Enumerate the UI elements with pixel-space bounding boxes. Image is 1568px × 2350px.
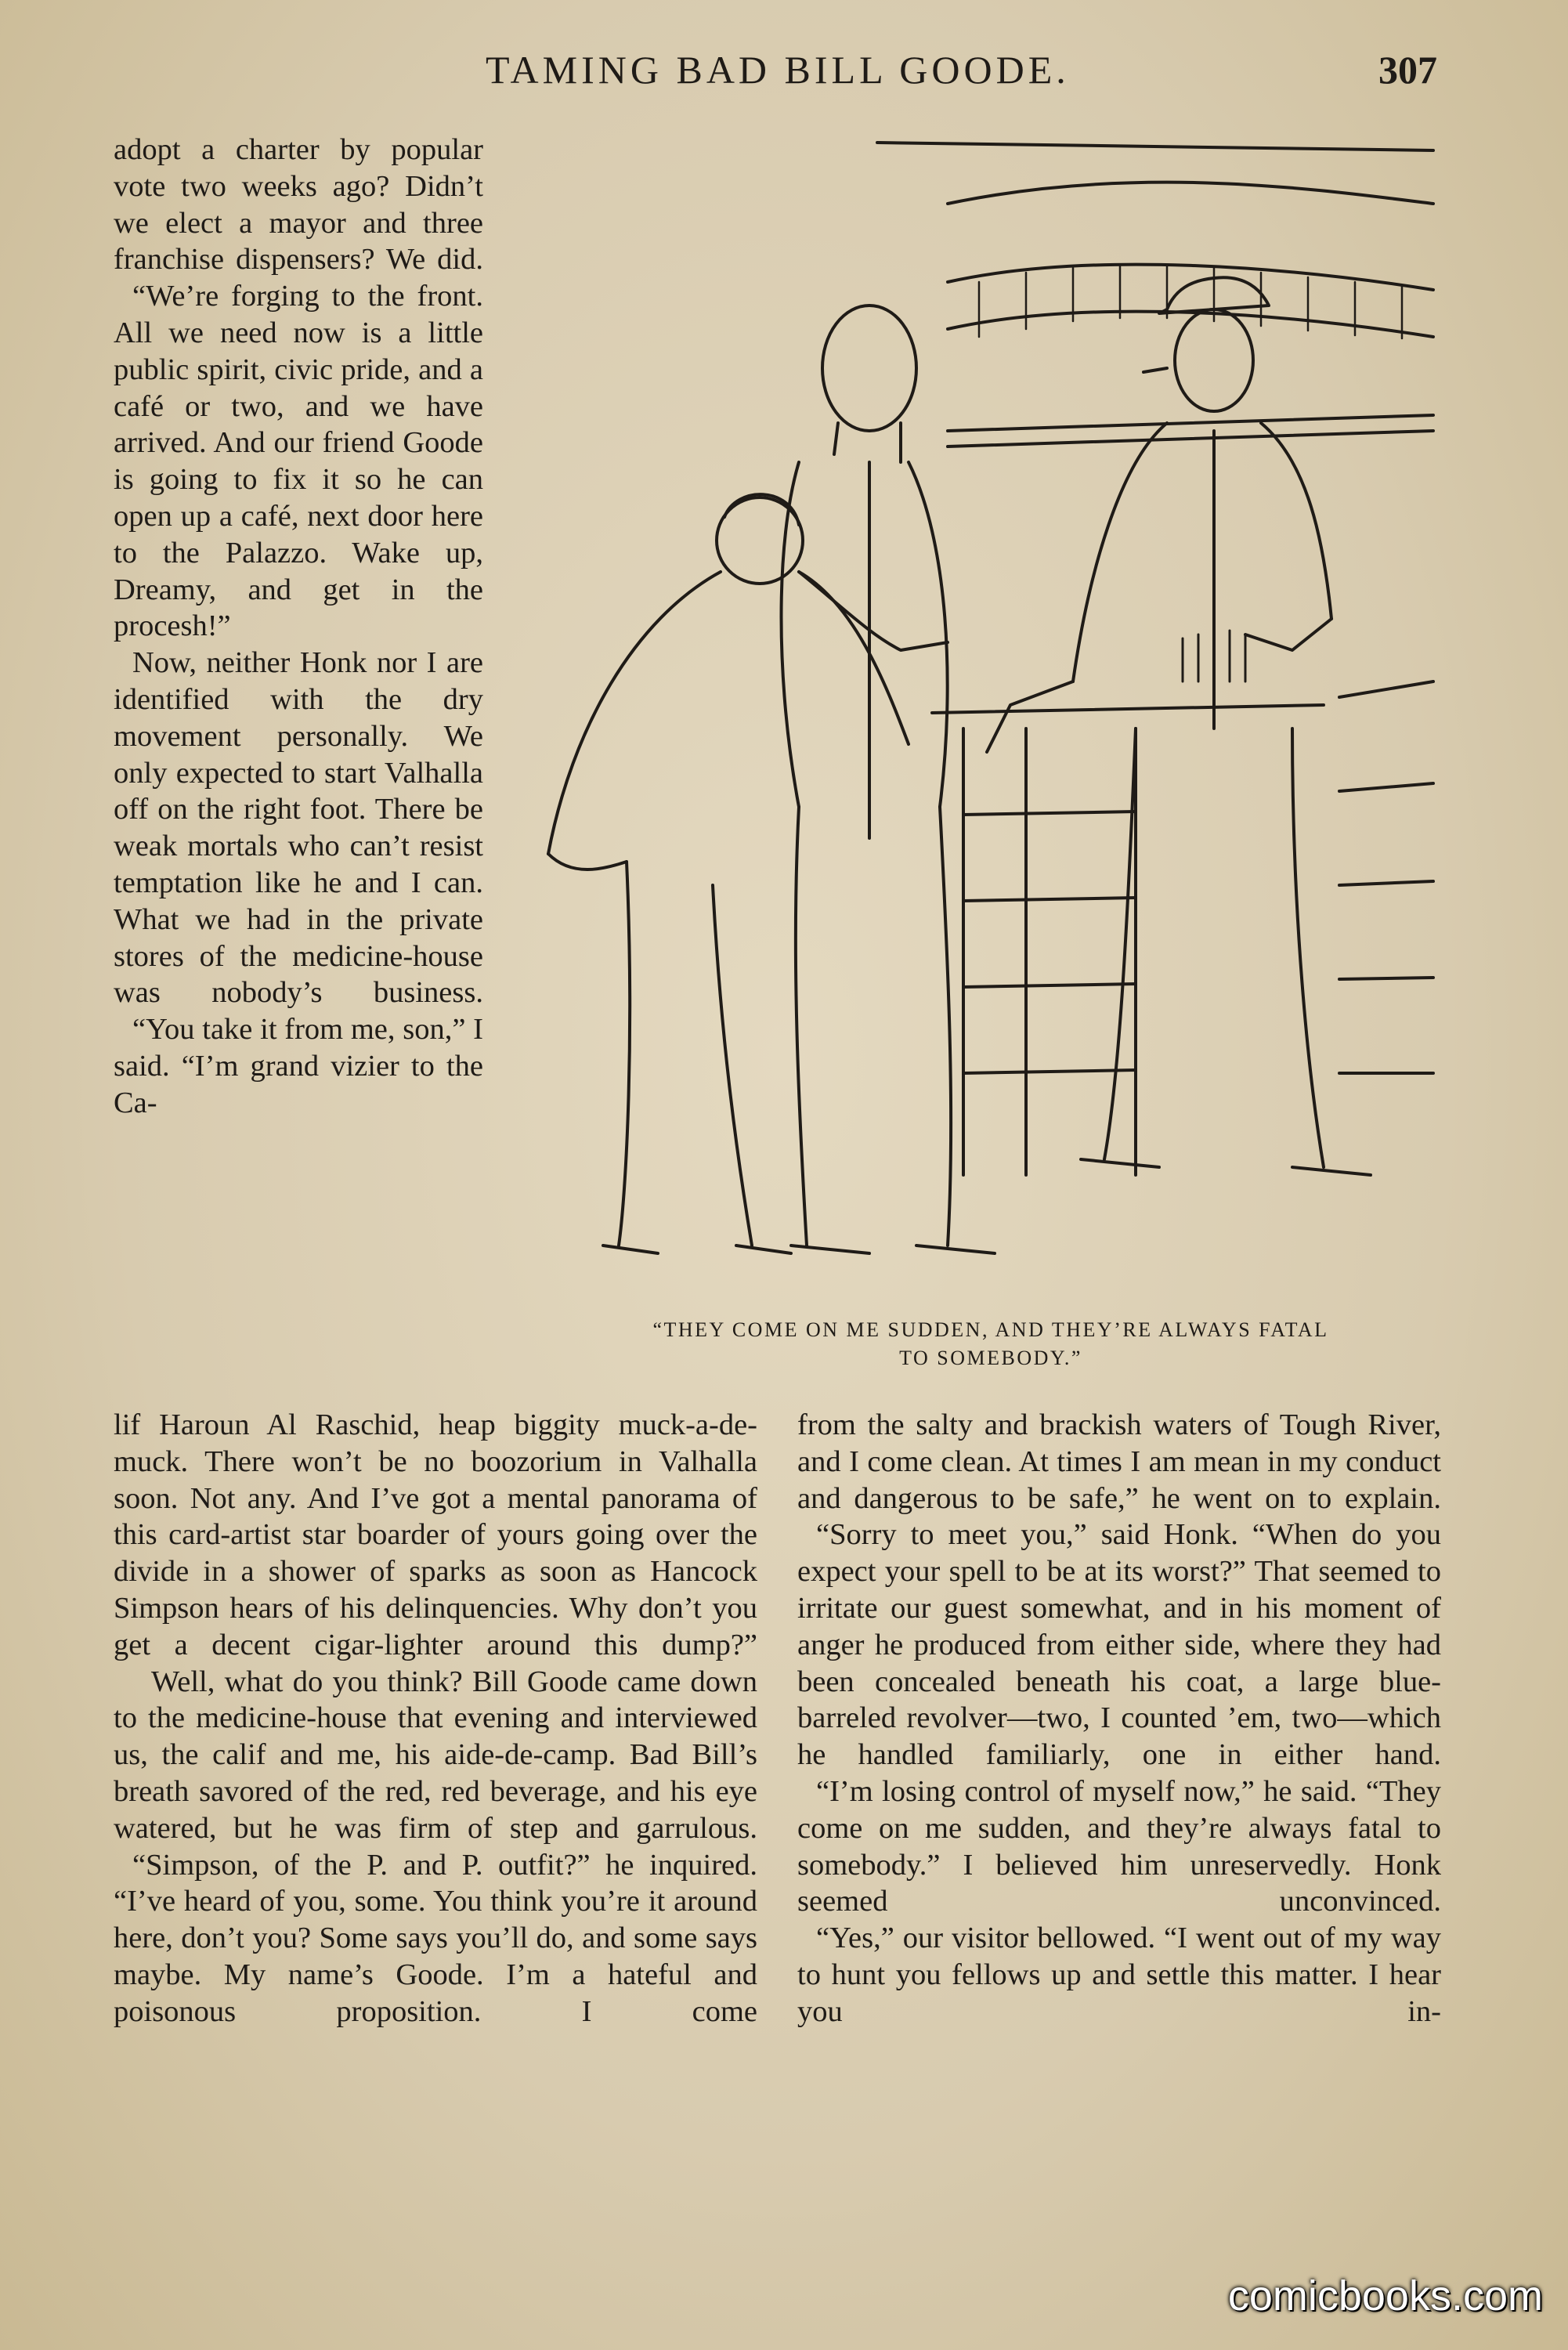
paragraph: “Simpson, of the P. and P. outfit?” he inquired. “I’ve heard of you, some. You think you’re it around here, don’t you? Some says you’ll do, and some says maybe. My name’s Goode. I’m a hateful and poisonous proposition. I come <box>114 1848 757 2028</box>
illustration-caption <box>540 1316 1441 1372</box>
narrow-text-column <box>114 132 483 1122</box>
paragraph: “Yes,” our visitor bellowed. “I went out of my way to hunt you fellows up and settle this matter. I hear you in- <box>797 1922 1441 2028</box>
paragraph: “Sorry to meet you,” said Honk. “When do you expect your spell to be at its worst?” That seemed to irritate our guest somewhat, and in his moment of anger he produced from either side, where they had been concealed beneath his coat, a large blue-barreled revolver—two, I counted ’em, two—which he handled familiarly, one in either hand. <box>797 1518 1441 1772</box>
story-illustration <box>540 133 1441 1261</box>
paragraph: lif Haroun Al Raschid, heap biggity muck-a-de-muck. There won’t be no boozorium in Valhalla soon. Not any. And I’ve got a mental panorama of this card-artist star boarder of yours going over the divide in a shower of sparks as soon as Hancock Simpson hears of his delinquencies. Why don’t you get a decent cigar-lighter around this dump?” <box>114 1408 757 1661</box>
paragraph: “I’m losing control of myself now,” he said. “They come on me sudden, and they’re always fatal to somebody.” I believed him unreservedly. Honk seemed unconvinced. <box>797 1774 1441 1918</box>
paragraph: Well, what do you think? Bill Goode came down to the medicine-house that evening and interviewed us, the calif and me, his aide-de-camp. Bad Bill’s breath savored of the red, red beverage, and his eye watered, but he was firm of step and garrulous. <box>114 1665 757 1845</box>
paragraph: “You take it from me, son,” I said. “I’m grand vizier to the Ca- <box>114 1013 483 1119</box>
caption-line: “THEY COME ON ME SUDDEN, AND THEY’RE ALWAYS FATAL <box>652 1318 1329 1341</box>
paragraph: “We’re forging to the front. All we need now is a little public spirit, civic pride, and a café or two, and we have arrived. And our friend Goode is going to fix it so he can open up a café, next door here to the Palazzo. Wake up, Dreamy, and get in the procesh!” <box>114 280 483 643</box>
paragraph: Now, neither Honk nor I are identified with the dry movement personally. We only expected to start Valhalla off on the right foot. There be weak mortals who can’t resist temptation like he and I can. What we had in the private stores of the medicine-house was nobody’s business. <box>114 646 483 1010</box>
left-text-column <box>114 1407 757 2030</box>
page-number: 307 <box>1378 48 1437 92</box>
right-text-column <box>797 1407 1441 2030</box>
paragraph: from the salty and brackish waters of Tough River, and I come clean. At times I am mean in my conduct and dangerous to be safe,” he went on to explain. <box>797 1408 1441 1515</box>
paragraph: adopt a charter by popular vote two weeks ago? Didn’t we elect a mayor and three franchise dispensers? We did. <box>114 133 483 277</box>
caption-line: TO SOMEBODY.” <box>899 1347 1082 1369</box>
running-title: TAMING BAD BILL GOODE. <box>486 48 1070 92</box>
illustration-drawing <box>540 133 1441 1261</box>
site-watermark: comicbooks.com <box>1227 2272 1543 2319</box>
page-header <box>0 47 1568 102</box>
